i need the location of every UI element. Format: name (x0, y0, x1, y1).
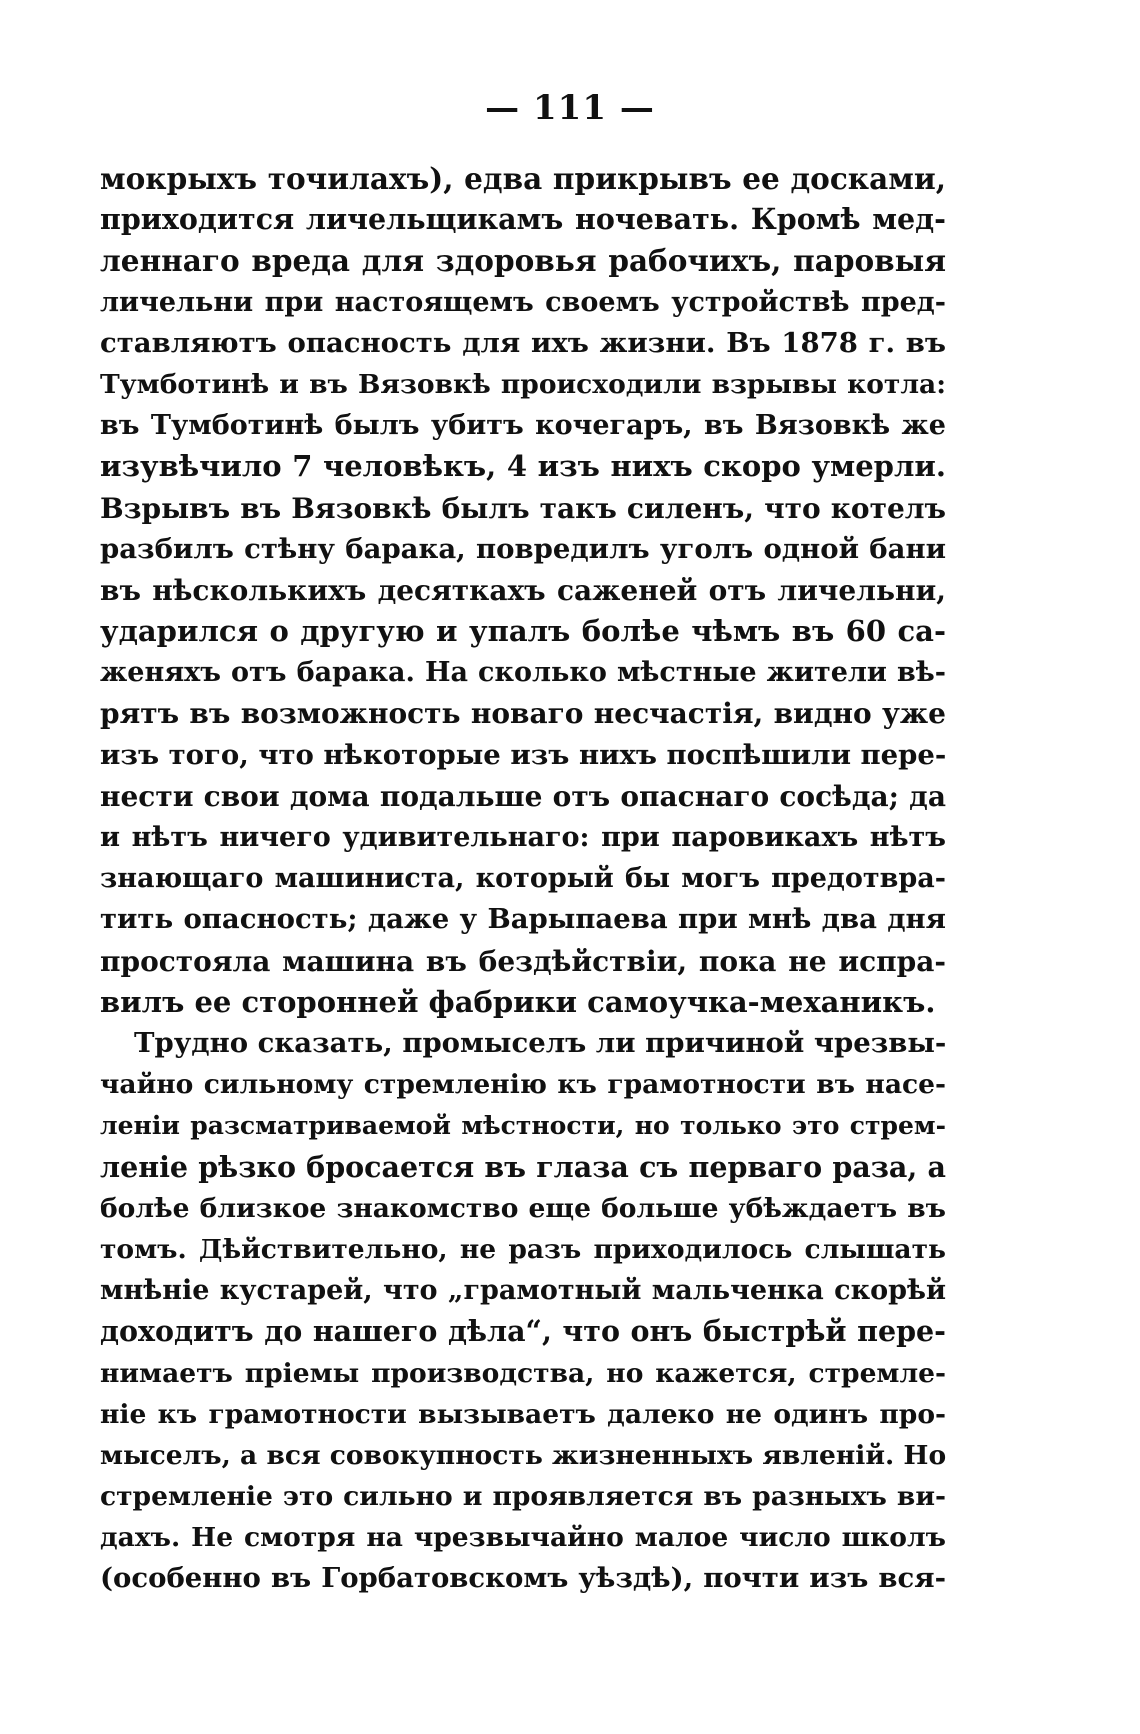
text-line: чайно сильному стремленію къ грамотности въ насе- (100, 1069, 946, 1101)
text-line: ніе къ грамотности вызываетъ далеко не одинъ про- (100, 1398, 946, 1430)
text-line: и нѣтъ ничего удивительнаго: при паровикахъ нѣтъ (100, 822, 946, 853)
text-line: тить опасность; даже у Варыпаева при мнѣ два дня (100, 903, 946, 936)
text-line: (особенно въ Горбатовскомъ уѣздѣ), почти изъ вся- (100, 1562, 946, 1595)
text-line: простояла машина въ бездѣйствіи, пока не испра- (100, 944, 946, 978)
text-line: рятъ въ возможность новаго несчастія, видно уже (100, 697, 946, 731)
text-line: мнѣніе кустарей, что „грамотный мальченка скорѣй (100, 1275, 946, 1307)
text-line: Трудно сказать, промыселъ ли причиной чрезвы- (134, 1027, 947, 1059)
text-line: Тумботинѣ и въ Вязовкѣ происходили взрывы котла: (100, 368, 946, 400)
text-line: леннаго вреда для здоровья рабочихъ, паровыя (100, 243, 946, 279)
text-line: болѣе близкое знакомство еще больше убѣждаетъ въ (100, 1192, 946, 1224)
text-line: леніе рѣзко бросается въ глаза съ перваго раза, а (100, 1149, 946, 1184)
text-line: стремленіе это сильно и проявляется въ разныхъ ви- (100, 1481, 946, 1513)
text-line: нимаетъ пріемы производства, но кажется, стремле- (100, 1357, 946, 1389)
text-line: мокрыхъ точилахъ), едва прикрывъ ее досками, (100, 161, 946, 196)
paragraph-2 (100, 1023, 946, 1600)
text-line: ударился о другую и упалъ болѣе чѣмъ въ 60 са- (100, 614, 946, 649)
text-line: вилъ ее сторонней фабрики самоучка-механикъ. (100, 984, 936, 1019)
text-line: знающаго машиниста, который бы могъ предотвра- (100, 863, 946, 895)
text-line: доходитъ до нашего дѣла“, что онъ быстрѣй пере- (100, 1314, 946, 1349)
text-line: въ Тумботинѣ былъ убитъ кочегаръ, въ Вязовкѣ же (100, 410, 946, 442)
text-line: разбилъ стѣну барака, повредилъ уголъ одной бани (100, 532, 946, 565)
text-line: приходится личельщикамъ ночевать. Кромѣ мед- (100, 202, 946, 237)
text-line: леніи разсматриваемой мѣстности, но только это стрем- (100, 1111, 946, 1141)
text-line: томъ. Дѣйствительно, не разъ приходилось слышать (100, 1233, 946, 1265)
page-number: — 111 — (485, 88, 655, 128)
text-line: ставляютъ опасность для ихъ жизни. Въ 1878 г. въ (100, 326, 946, 359)
text-line: нести свои дома подальше отъ опаснаго сосѣда; да (100, 779, 946, 813)
text-line: дахъ. Не смотря на чрезвычайно малое число школъ (100, 1522, 946, 1554)
text-line: Взрывъ въ Вязовкѣ былъ такъ силенъ, что котелъ (100, 491, 946, 525)
text-line: женяхъ отъ барака. На сколько мѣстные жители вѣ- (100, 657, 946, 689)
text-line: изувѣчило 7 человѣкъ, 4 изъ нихъ скоро умерли. (100, 449, 946, 484)
text-line: мыселъ, а вся совокупность жизненныхъ явленій. Но (100, 1439, 947, 1471)
paragraph-1 (100, 158, 946, 1023)
text-line: изъ того, что нѣкоторые изъ нихъ поспѣшили пере- (100, 738, 947, 771)
text-line: личельни при настоящемъ своемъ устройствѣ пред- (100, 286, 946, 318)
text-line: въ нѣсколькихъ десяткахъ саженей отъ личельни, (100, 573, 946, 607)
